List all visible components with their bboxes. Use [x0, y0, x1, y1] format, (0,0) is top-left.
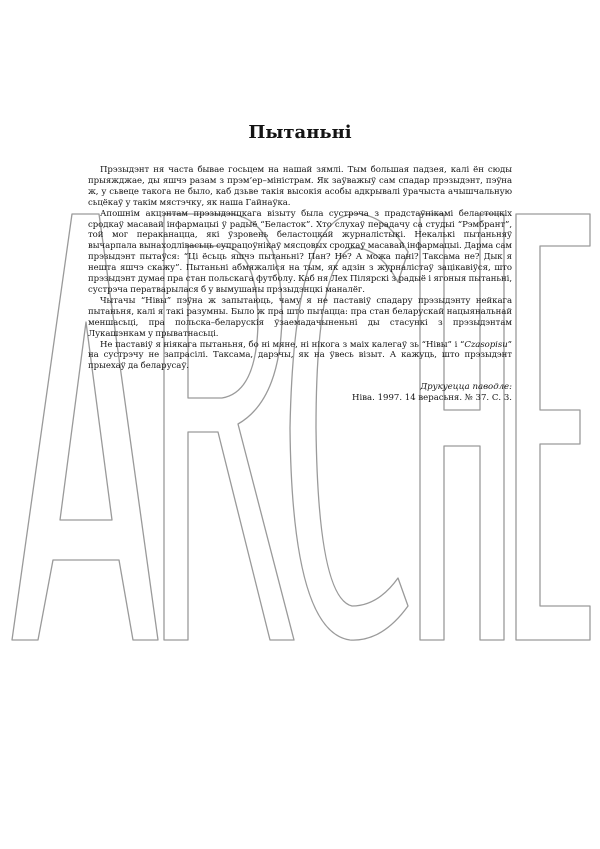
source-citation: Ніва. 1997. 14 верасьня. № 37. С. 3. — [352, 393, 512, 404]
text-run: Не паставіў я ніякага пытаньня, бо ні мяне, ні нікога з маіх калегаў зь “Нівы” і “ — [100, 339, 465, 350]
text-run: Прэзыдэнт ня часта бывае госьцем на нашай зямлі. Тым большая падзея, калі ён сюды прыяжджае, ды яшчэ разам з прэм’ер–міністрам. Як заўважыў сам спадар прэзыдэнт, пэўна ж, у сьвеце такога не было, каб дзьве такія высокія асобы адкрывалі ўрачыста ачышчальную сьцёкаў у такім мястэчку, як наша Гайнаўка. — [88, 165, 512, 208]
watermark-letter-e — [516, 214, 590, 640]
article — [88, 122, 512, 404]
source-label: Друкуецца паводле: — [420, 382, 512, 393]
text-run: ” на сустрэчу не запрасілі. Таксама, дарэчы, як на ўвесь візыт. А кажуць, што прэзыдэнт прыехаў да беларусаў. — [88, 339, 512, 372]
italic-run: Czasopisu — [464, 339, 508, 350]
article-paragraph — [88, 209, 512, 296]
article-body — [88, 165, 512, 372]
article-paragraph — [88, 165, 512, 209]
source-block — [88, 382, 512, 404]
text-run: Чытачы “Нівы” пэўна ж запытаюць, чаму я не паставіў спадару прэзыдэнту нейкага пытаньня, калі я такі разумны. Было ж пра што пытацца: пра стан беларускай нацыянальнай меншасьці, пра польска–беларускія ўзаемадачыненьні ды стасункі з прэзыдэнтам Лукашэнкам у прыватнасьці. — [88, 295, 512, 339]
article-paragraph — [88, 296, 512, 340]
article-paragraph — [88, 340, 512, 373]
text-run: Апошнім акцэнтам прэзыдэнцкага візыту была сустрэча з прадстаўнікамі беластоцкіх сродкаў масавай інфармацыі ў радыё “Беласток”. Хто слухаў перадачу са студыі “Рэмбрант”, той мог пераканацца, які ўзровень беластоцкай журналістыкі. Некалькі пытаньняў вычарпала вынаходлівасьць супрацоўнікаў мясцовых сродкаў масавай інфармацыі. Дарма сам прэзыдэнт пытаўся: “Ці ёсьць яшчэ пытаньні? Пан? Не? А можа пані? Таксама не? Дык я нешта яшчэ скажу”. Пытаньні абмяжаліся на тым, як адзін з журналістаў зацікавіўся, што прэзыдэнт думае пра стан польскага футболу. Каб ня Лех Пілярскі з радыё і ягоныя пытаньні, сустрэча ператварылася б у вымушаны прэзыдэнцкі маналёг. — [88, 208, 512, 295]
article-title: Пытаньні — [248, 122, 352, 143]
